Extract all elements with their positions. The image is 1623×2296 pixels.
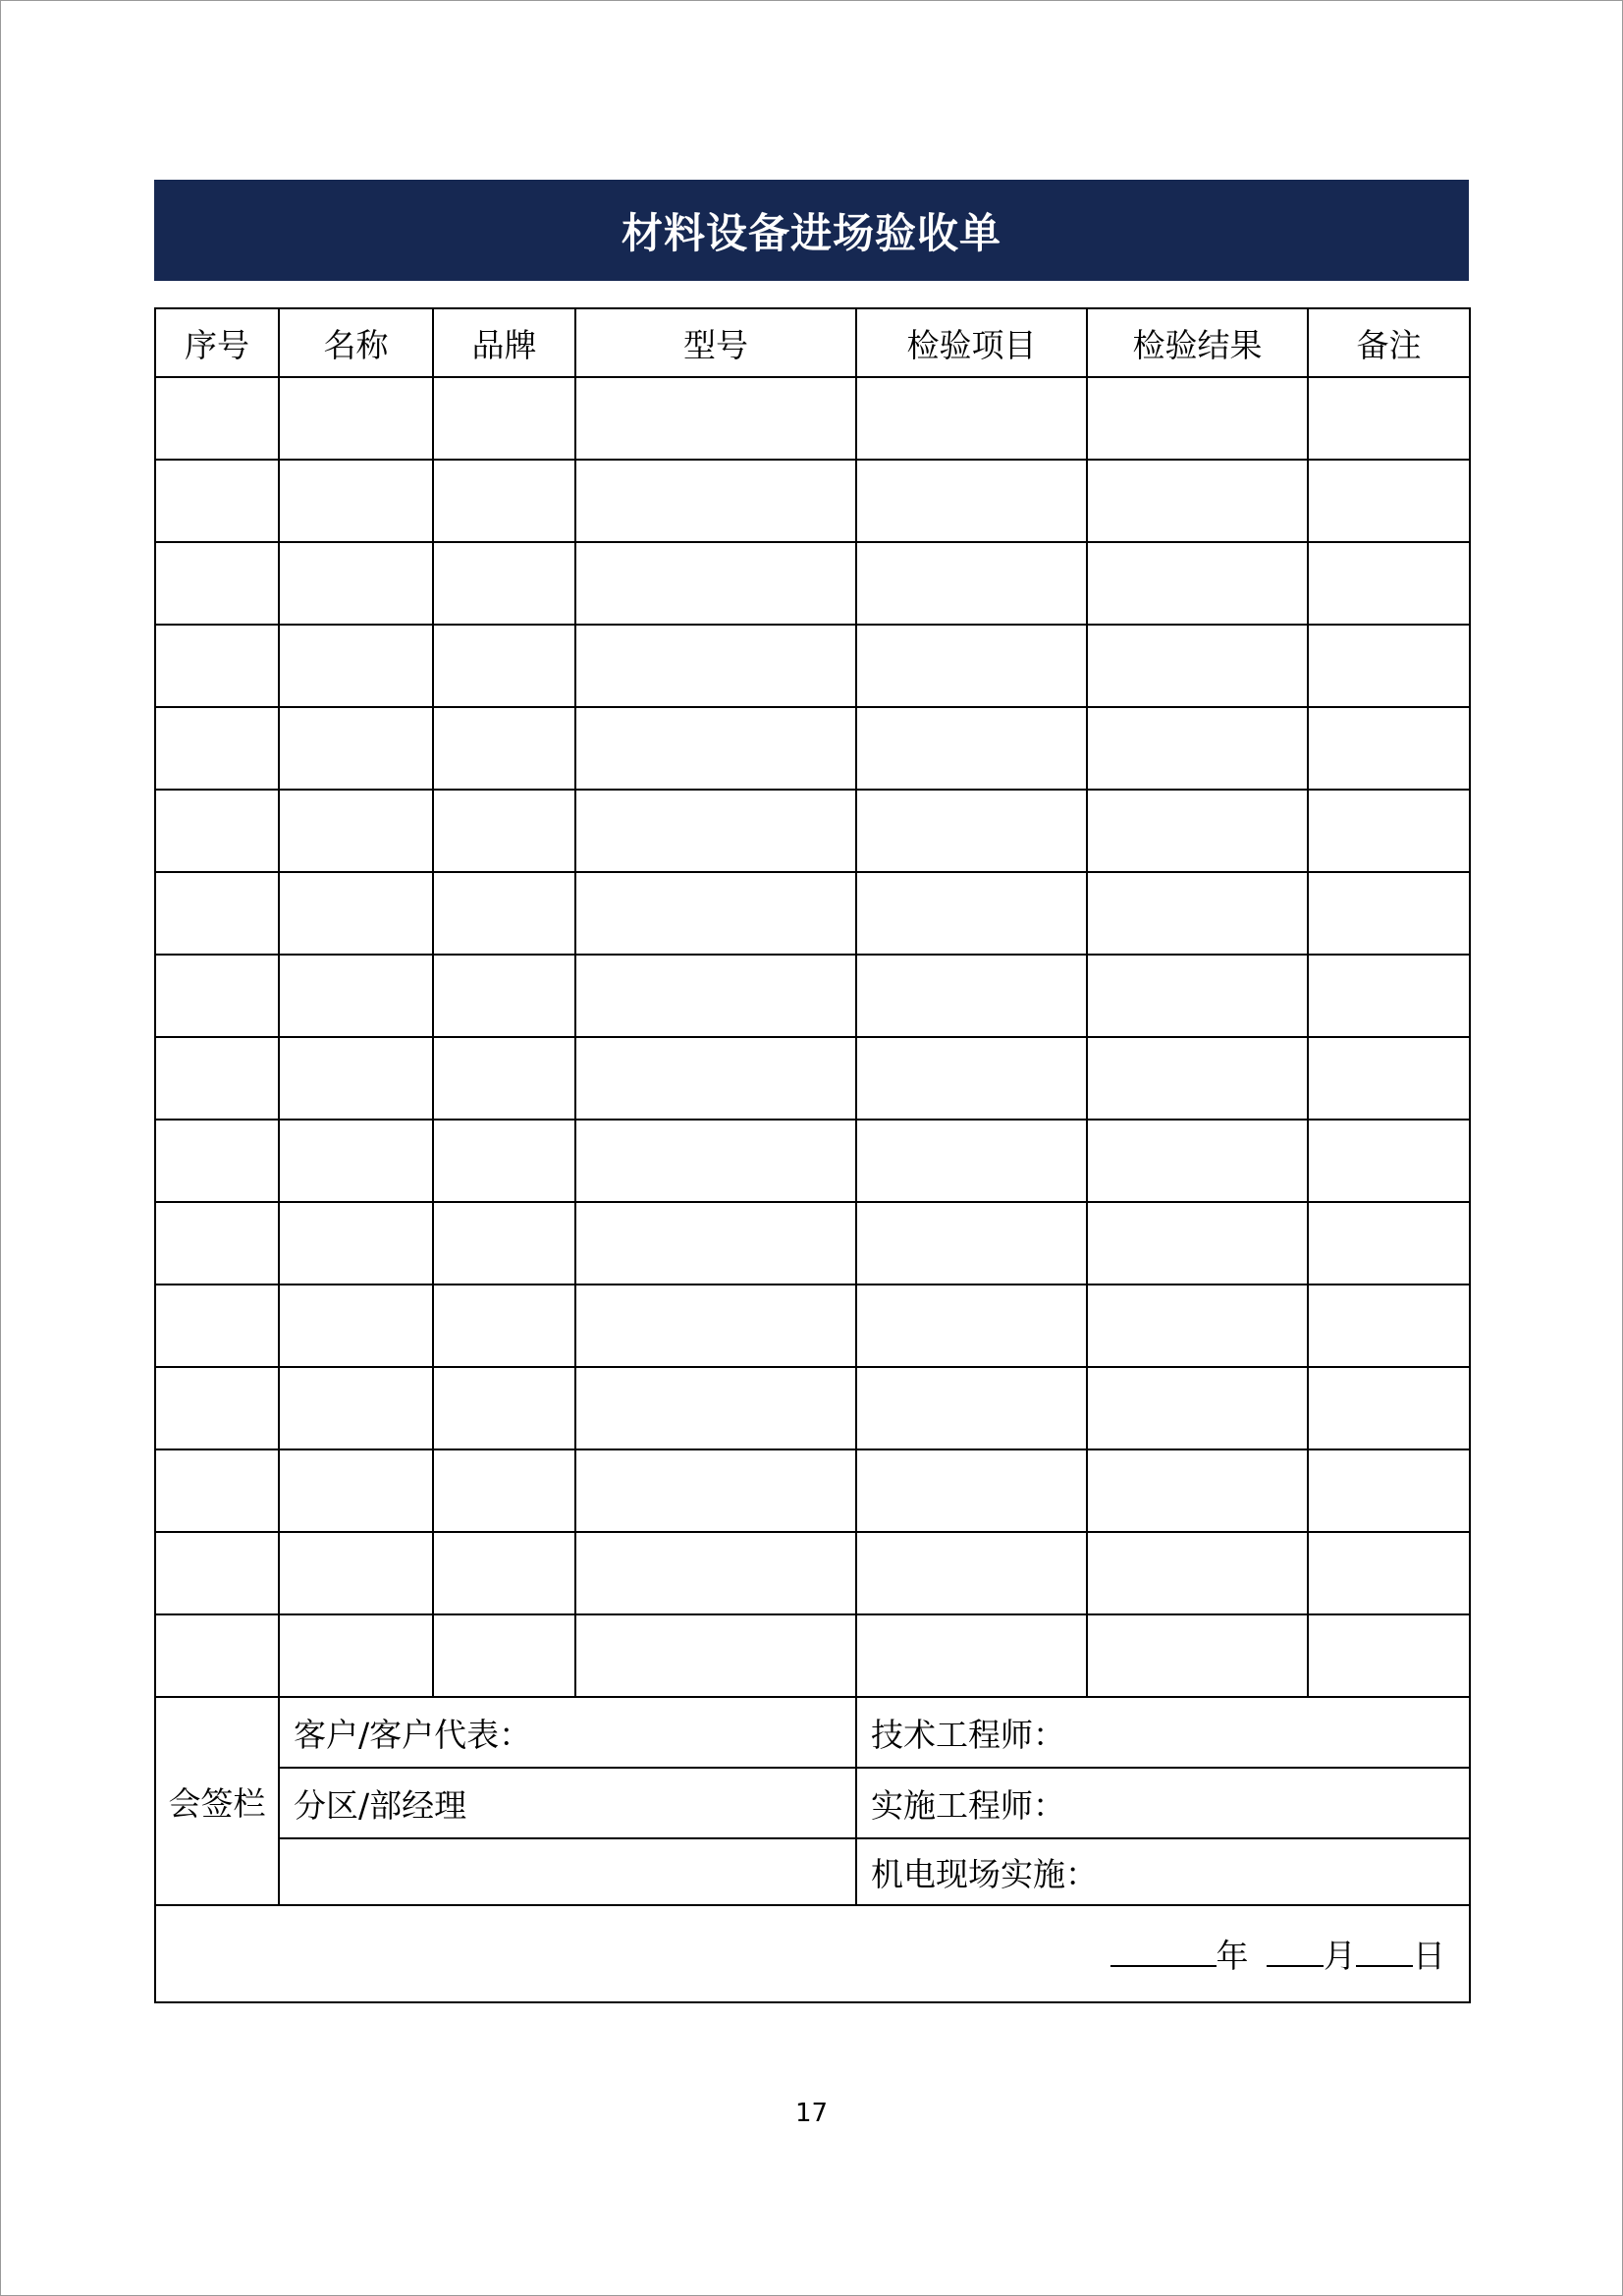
cell-inspection-item[interactable] [856, 542, 1087, 625]
cell-model[interactable] [575, 790, 856, 872]
cell-remarks[interactable] [1308, 1120, 1470, 1202]
cell-inspection-item[interactable] [856, 1285, 1087, 1367]
cell-brand[interactable] [433, 1614, 575, 1697]
cell-index[interactable] [155, 707, 279, 790]
cell-index[interactable] [155, 1120, 279, 1202]
cell-inspection-item[interactable] [856, 707, 1087, 790]
title-bar [154, 180, 1469, 281]
cell-model[interactable] [575, 1614, 856, 1697]
date-row [155, 1905, 1470, 2002]
cell-inspection-result[interactable] [1087, 1614, 1308, 1697]
zone-manager-field[interactable]: 分区/部经理 [279, 1768, 856, 1838]
cell-remarks[interactable] [1308, 625, 1470, 707]
signoff-row-1 [155, 1697, 1470, 1768]
cell-inspection-result[interactable] [1087, 790, 1308, 872]
table-row [155, 625, 1470, 707]
form-title: 材料设备进场验收单 [621, 208, 1001, 257]
col-header-brand: 品牌 [433, 308, 575, 377]
cell-remarks[interactable] [1308, 1037, 1470, 1120]
cell-model[interactable] [575, 1202, 856, 1285]
cell-index[interactable] [155, 790, 279, 872]
cell-index[interactable] [155, 460, 279, 542]
header-row [155, 308, 1470, 377]
cell-inspection-item[interactable] [856, 1449, 1087, 1532]
cell-model[interactable] [575, 1120, 856, 1202]
cell-inspection-item[interactable] [856, 872, 1087, 955]
cell-inspection-item[interactable] [856, 955, 1087, 1037]
cell-model[interactable] [575, 1367, 856, 1449]
signoff-row-2 [155, 1768, 1470, 1838]
mep-site-field[interactable]: 机电现场实施： [856, 1838, 1470, 1905]
cell-inspection-result[interactable] [1087, 1120, 1308, 1202]
cell-remarks[interactable] [1308, 707, 1470, 790]
cell-inspection-item[interactable] [856, 1532, 1087, 1614]
cell-brand[interactable] [433, 1532, 575, 1614]
cell-inspection-item[interactable] [856, 625, 1087, 707]
page-number: 17 [794, 2099, 829, 2128]
cell-model[interactable] [575, 872, 856, 955]
customer-rep-field[interactable]: 客户/客户代表： [279, 1697, 856, 1768]
cell-model[interactable] [575, 1532, 856, 1614]
col-header-index: 序号 [155, 308, 279, 377]
cell-index[interactable] [155, 1532, 279, 1614]
cell-inspection-result[interactable] [1087, 955, 1308, 1037]
month-label: 月 [1324, 1937, 1356, 1975]
cell-inspection-item[interactable] [856, 1120, 1087, 1202]
table-row [155, 955, 1470, 1037]
cell-name[interactable] [279, 1120, 433, 1202]
cell-brand[interactable] [433, 1367, 575, 1449]
table-row [155, 872, 1470, 955]
cell-model[interactable] [575, 707, 856, 790]
table-body [155, 377, 1470, 1697]
cell-brand[interactable] [433, 1037, 575, 1120]
col-header-inspection-result: 检验结果 [1087, 308, 1308, 377]
col-header-inspection-item: 检验项目 [856, 308, 1087, 377]
cell-index[interactable] [155, 1285, 279, 1367]
cell-brand[interactable] [433, 707, 575, 790]
cell-remarks[interactable] [1308, 1449, 1470, 1532]
table-row [155, 707, 1470, 790]
day-label: 日 [1413, 1937, 1445, 1975]
cell-name[interactable] [279, 1285, 433, 1367]
table-row [155, 1532, 1470, 1614]
col-header-remarks: 备注 [1308, 308, 1470, 377]
cell-model[interactable] [575, 1285, 856, 1367]
cell-name[interactable] [279, 1202, 433, 1285]
cell-model[interactable] [575, 460, 856, 542]
cell-index[interactable] [155, 1614, 279, 1697]
year-blank[interactable] [1110, 1936, 1217, 1967]
cell-inspection-result[interactable] [1087, 460, 1308, 542]
cell-model[interactable] [575, 377, 856, 460]
cell-brand[interactable] [433, 1449, 575, 1532]
cell-brand[interactable] [433, 1120, 575, 1202]
cell-name[interactable] [279, 790, 433, 872]
cell-inspection-result[interactable] [1087, 1532, 1308, 1614]
cell-model[interactable] [575, 625, 856, 707]
cell-remarks[interactable] [1308, 955, 1470, 1037]
signoff-row-3 [155, 1838, 1470, 1905]
cell-remarks[interactable] [1308, 542, 1470, 625]
month-blank[interactable] [1267, 1936, 1324, 1967]
blank-signoff-field[interactable] [279, 1838, 856, 1905]
cell-index[interactable] [155, 1367, 279, 1449]
cell-inspection-result[interactable] [1087, 1037, 1308, 1120]
cell-index[interactable] [155, 542, 279, 625]
cell-index[interactable] [155, 955, 279, 1037]
cell-inspection-result[interactable] [1087, 1367, 1308, 1449]
cell-remarks[interactable] [1308, 377, 1470, 460]
cell-inspection-result[interactable] [1087, 872, 1308, 955]
cell-inspection-result[interactable] [1087, 625, 1308, 707]
cell-remarks[interactable] [1308, 1202, 1470, 1285]
cell-inspection-result[interactable] [1087, 542, 1308, 625]
cell-remarks[interactable] [1308, 1367, 1470, 1449]
table-row [155, 1285, 1470, 1367]
cell-inspection-item[interactable] [856, 460, 1087, 542]
date-cell [155, 1905, 1470, 2002]
cell-name[interactable] [279, 542, 433, 625]
cell-index[interactable] [155, 625, 279, 707]
cell-brand[interactable] [433, 460, 575, 542]
table-row [155, 1449, 1470, 1532]
cell-inspection-item[interactable] [856, 1037, 1087, 1120]
cell-brand[interactable] [433, 542, 575, 625]
cell-remarks[interactable] [1308, 790, 1470, 872]
cell-index[interactable] [155, 1449, 279, 1532]
col-header-model: 型号 [575, 308, 856, 377]
cell-name[interactable] [279, 460, 433, 542]
cell-name[interactable] [279, 872, 433, 955]
cell-inspection-item[interactable] [856, 790, 1087, 872]
tech-engineer-field[interactable]: 技术工程师： [856, 1697, 1470, 1768]
col-header-name: 名称 [279, 308, 433, 377]
inspection-table [154, 307, 1471, 2003]
table-row [155, 790, 1470, 872]
cell-name[interactable] [279, 1614, 433, 1697]
table-row [155, 542, 1470, 625]
cell-name[interactable] [279, 1037, 433, 1120]
cell-model[interactable] [575, 542, 856, 625]
cell-index[interactable] [155, 377, 279, 460]
cell-brand[interactable] [433, 1202, 575, 1285]
table-row [155, 377, 1470, 460]
cell-brand[interactable] [433, 1285, 575, 1367]
year-label: 年 [1216, 1937, 1249, 1975]
impl-engineer-field[interactable]: 实施工程师： [856, 1768, 1470, 1838]
cell-remarks[interactable] [1308, 1532, 1470, 1614]
cell-brand[interactable] [433, 790, 575, 872]
cell-name[interactable] [279, 1532, 433, 1614]
cell-index[interactable] [155, 872, 279, 955]
table-row [155, 460, 1470, 542]
cell-brand[interactable] [433, 377, 575, 460]
cell-name[interactable] [279, 1367, 433, 1449]
cell-index[interactable] [155, 1037, 279, 1120]
cell-name[interactable] [279, 377, 433, 460]
table-row [155, 1367, 1470, 1449]
cell-inspection-result[interactable] [1087, 707, 1308, 790]
cell-name[interactable] [279, 625, 433, 707]
cell-brand[interactable] [433, 872, 575, 955]
cell-inspection-result[interactable] [1087, 1449, 1308, 1532]
cell-inspection-result[interactable] [1087, 1285, 1308, 1367]
table-row [155, 1120, 1470, 1202]
cell-inspection-item[interactable] [856, 1202, 1087, 1285]
cell-remarks[interactable] [1308, 460, 1470, 542]
cell-name[interactable] [279, 955, 433, 1037]
table-row [155, 1037, 1470, 1120]
cell-remarks[interactable] [1308, 1614, 1470, 1697]
signoff-label: 会签栏 [155, 1697, 279, 1905]
day-blank[interactable] [1356, 1936, 1413, 1967]
table-row [155, 1614, 1470, 1697]
cell-remarks[interactable] [1308, 1285, 1470, 1367]
cell-remarks[interactable] [1308, 872, 1470, 955]
table-row [155, 1202, 1470, 1285]
cell-name[interactable] [279, 707, 433, 790]
cell-model[interactable] [575, 1449, 856, 1532]
cell-model[interactable] [575, 955, 856, 1037]
cell-inspection-result[interactable] [1087, 1202, 1308, 1285]
cell-brand[interactable] [433, 955, 575, 1037]
cell-index[interactable] [155, 1202, 279, 1285]
cell-inspection-result[interactable] [1087, 377, 1308, 460]
cell-inspection-item[interactable] [856, 1614, 1087, 1697]
cell-inspection-item[interactable] [856, 377, 1087, 460]
cell-model[interactable] [575, 1037, 856, 1120]
cell-brand[interactable] [433, 625, 575, 707]
cell-name[interactable] [279, 1449, 433, 1532]
cell-inspection-item[interactable] [856, 1367, 1087, 1449]
